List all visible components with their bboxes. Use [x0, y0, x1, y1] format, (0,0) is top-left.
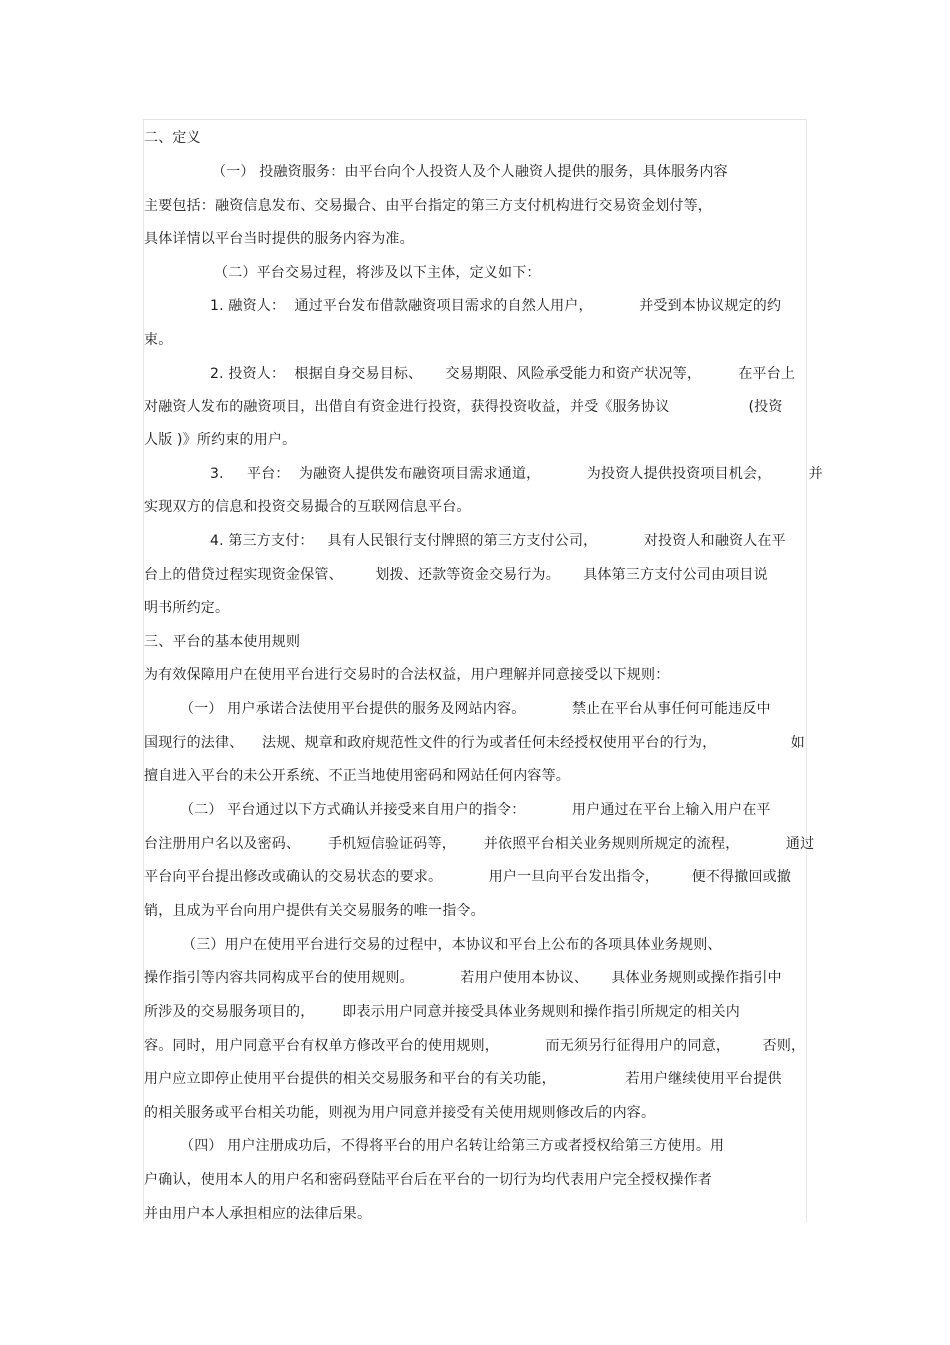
paragraph-line: 1. 融资人： 通过平台发布借款融资项目需求的自然人用户， 并受到本协议规定的约: [210, 298, 782, 314]
paragraph-line: 销，且成为平台向用户提供有关交易服务的唯一指令。: [144, 903, 485, 919]
paragraph-line: 国现行的法律、 法规、规章和政府规范性文件的行为或者任何未经授权使用平台的行为， 如: [144, 735, 806, 751]
paragraph-line: 台上的借贷过程实现资金保管、 划拨、还款等资金交易行为。 具体第三方支付公司由项目说: [144, 567, 768, 583]
section-heading-definitions: 二、定义: [144, 130, 201, 146]
paragraph-line: 3. 平台： 为融资人提供发布融资项目需求通道， 为投资人提供投资项目机会， 并: [210, 466, 823, 482]
paragraph-line: 操作指引等内容共同构成平台的使用规则。 若用户使用本协议、 具体业务规则或操作指引中: [144, 970, 782, 986]
paragraph-line: 擅自进入平台的未公开系统、不正当地使用密码和网站任何内容等。: [144, 768, 570, 784]
paragraph-line: 具体详情以平台当时提供的服务内容为准。: [144, 231, 414, 247]
paragraph-line: 平台向平台提出修改或确认的交易状态的要求。 用户一旦向平台发出指令， 便不得撤回或撤: [144, 869, 792, 885]
paragraph-line: 用户应立即停止使用平台提供的相关交易服务和平台的有关功能， 若用户继续使用平台提供: [144, 1071, 782, 1087]
paragraph-line: 明书所约定。: [144, 600, 230, 616]
paragraph-line: 户确认，使用本人的用户名和密码登陆平台后在平台的一切行为均代表用户完全授权操作者: [144, 1172, 712, 1188]
section-heading-usage-rules: 三、平台的基本使用规则: [144, 634, 301, 650]
paragraph-line: 2. 投资人： 根据自身交易目标、 交易期限、风险承受能力和资产状况等， 在平台上: [210, 366, 796, 382]
paragraph-line: 并由用户本人承担相应的法律后果。: [144, 1206, 372, 1222]
paragraph-line: （二）平台交易过程，将涉及以下主体，定义如下：: [214, 265, 541, 281]
paragraph-line: 4. 第三方支付： 具有人民银行支付牌照的第三方支付公司， 对投资人和融资人在平: [210, 533, 786, 549]
paragraph-line: 主要包括：融资信息发布、交易撮合、由平台指定的第三方支付机构进行交易资金划付等，: [144, 198, 712, 214]
paragraph-line: （四） 用户注册成功后，不得将平台的用户名转让给第三方或者授权给第三方使用。用: [180, 1138, 725, 1154]
paragraph-line: 所涉及的交易服务项目的， 即表示用户同意并接受具体业务规则和操作指引所规定的相关内: [144, 1004, 740, 1020]
paragraph-line: 台注册用户名以及密码、 手机短信验证码等， 并依照平台相关业务规则所规定的流程， 通过: [144, 836, 815, 852]
paragraph-line: 的相关服务或平台相关功能，则视为用户同意并接受有关使用规则修改后的内容。: [144, 1105, 656, 1121]
paragraph-line: （三）用户在使用平台进行交易的过程中，本协议和平台上公布的各项具体业务规则、: [182, 937, 722, 953]
paragraph-line: （一） 用户承诺合法使用平台提供的服务及网站内容。 禁止在平台从事任何可能违反中: [180, 701, 771, 717]
paragraph-line: 束。: [144, 332, 173, 348]
paragraph-line: 容。同时，用户同意平台有权单方修改平台的使用规则， 而无须另行征得用户的同意， 否则，: [144, 1038, 806, 1054]
paragraph-line: （一） 投融资服务：由平台向个人投资人及个人融资人提供的服务，具体服务内容: [212, 164, 728, 180]
paragraph-line: 为有效保障用户在使用平台进行交易时的合法权益，用户理解并同意接受以下规则：: [144, 667, 670, 683]
paragraph-line: 人版 )》所约束的用户。: [144, 432, 297, 448]
paragraph-line: （二） 平台通过以下方式确认并接受来自用户的指令： 用户通过在平台上输入用户在平: [180, 802, 771, 818]
paragraph-line: 对融资人发布的融资项目，出借自有资金进行投资，获得投资收益，并受《服务协议 (投资: [144, 399, 783, 415]
paragraph-line: 实现双方的信息和投资交易撮合的互联网信息平台。: [144, 499, 471, 515]
